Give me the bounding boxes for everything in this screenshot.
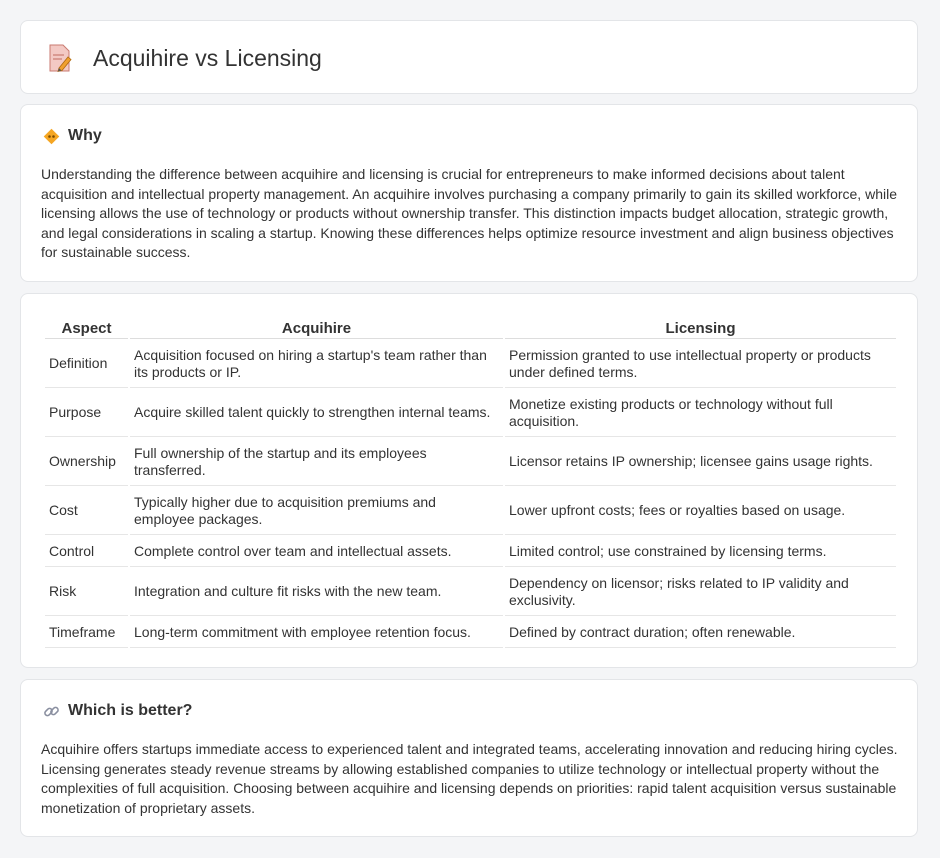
table-row <box>45 390 896 437</box>
row-aspect: Ownership <box>45 439 128 486</box>
why-text: Understanding the difference between acquihire and licensing is crucial for entrepreneurs to make informed decisions about talent acquisition and intellectual property management. An acquihire involves purchasing a company primarily to gain its skilled workforce, while licensing allows the use of technology or products without ownership transfer. This distinction impacts budget allocation, strategic growth, and legal considerations in scaling a startup. Knowing these differences helps optimize resource investment and align business objectives for sustainable success. <box>41 166 897 261</box>
table-header-row <box>45 318 896 339</box>
row-acquihire: Integration and culture fit risks with the new team. <box>130 569 503 616</box>
table-row <box>45 341 896 388</box>
why-heading: Why <box>68 127 102 144</box>
better-heading: Which is better? <box>68 702 193 719</box>
header-aspect: Aspect <box>45 318 128 339</box>
row-acquihire: Long-term commitment with employee retention focus. <box>130 618 503 648</box>
comparison-card <box>20 293 918 668</box>
header-licensing: Licensing <box>505 318 896 339</box>
header-acquihire: Acquihire <box>130 318 503 339</box>
row-aspect: Cost <box>45 488 128 535</box>
link-icon <box>43 703 60 720</box>
row-licensing: Defined by contract duration; often renewable. <box>505 618 896 648</box>
row-acquihire: Complete control over team and intellectual assets. <box>130 537 503 567</box>
row-licensing: Limited control; use constrained by licensing terms. <box>505 537 896 567</box>
row-acquihire: Acquire skilled talent quickly to strengthen internal teams. <box>130 390 503 437</box>
row-aspect: Risk <box>45 569 128 616</box>
row-licensing: Monetize existing products or technology without full acquisition. <box>505 390 896 437</box>
table-row <box>45 439 896 486</box>
table-row <box>45 537 896 567</box>
why-card <box>20 104 918 282</box>
title-row <box>47 43 322 73</box>
better-header <box>43 702 192 720</box>
row-licensing: Lower upfront costs; fees or royalties based on usage. <box>505 488 896 535</box>
better-text: Acquihire offers startups immediate access to experienced talent and integrated teams, accelerating innovation and reducing hiring cycles. Licensing generates steady revenue streams by allowing established companies to utilize technology or intellectual property without the complexities of full acquisition. Choosing between acquihire and licensing depends on priorities: rapid talent acquisition versus sustainable monetization of proprietary assets. <box>41 741 898 816</box>
comparison-table <box>43 316 898 650</box>
row-licensing: Permission granted to use intellectual property or products under defined terms. <box>505 341 896 388</box>
title-card <box>20 20 918 94</box>
row-acquihire: Full ownership of the startup and its employees transferred. <box>130 439 503 486</box>
why-header <box>43 127 102 145</box>
page-title: Acquihire vs Licensing <box>93 44 322 71</box>
document-pencil-icon <box>47 43 73 73</box>
table-row <box>45 618 896 648</box>
row-aspect: Timeframe <box>45 618 128 648</box>
row-licensing: Licensor retains IP ownership; licensee gains usage rights. <box>505 439 896 486</box>
row-acquihire: Typically higher due to acquisition premiums and employee packages. <box>130 488 503 535</box>
row-aspect: Definition <box>45 341 128 388</box>
row-acquihire: Acquisition focused on hiring a startup's team rather than its products or IP. <box>130 341 503 388</box>
table-row <box>45 569 896 616</box>
diamond-icon <box>43 128 60 145</box>
row-licensing: Dependency on licensor; risks related to IP validity and exclusivity. <box>505 569 896 616</box>
table-row <box>45 488 896 535</box>
better-card <box>20 679 918 837</box>
row-aspect: Control <box>45 537 128 567</box>
row-aspect: Purpose <box>45 390 128 437</box>
